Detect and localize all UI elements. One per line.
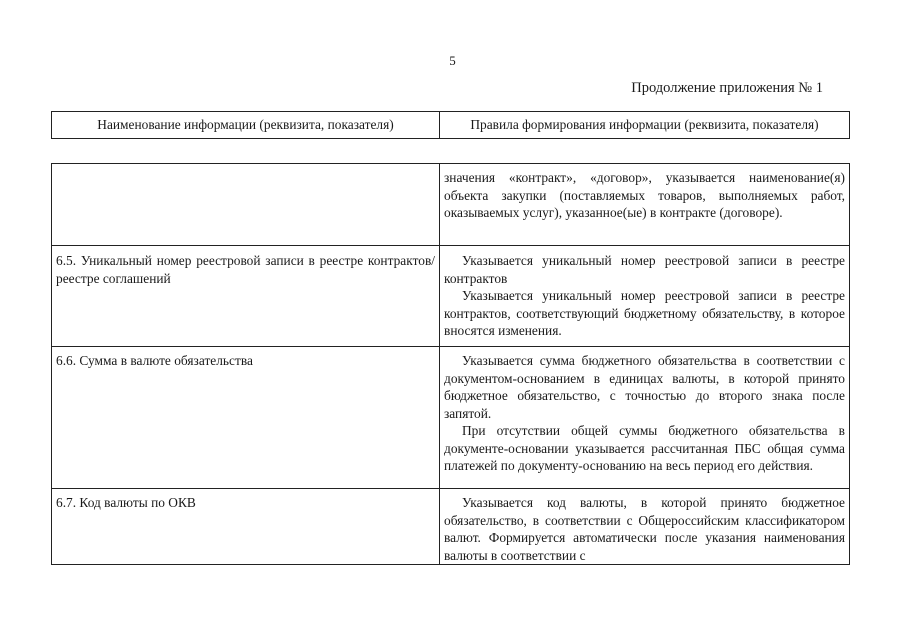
row-rules-cell [440,347,850,489]
row-name-cell: 6.7. Код валюты по ОКВ [52,489,440,565]
header-col-rules: Правила формирования информации (реквизита, показателя) [440,112,850,139]
rule-paragraph: При отсутствии общей суммы бюджетного обязательства в документе-основании указывается рассчитанная ПБС общая сумма платежей по документу-основанию на весь период его действия. [444,423,845,473]
row-name-cell [52,164,440,246]
row-rules-cell [440,164,850,246]
content-table [51,163,850,565]
row-rules-cell [440,489,850,565]
continuation-heading: Продолжение приложения № 1 [631,80,823,96]
rule-paragraph: значения «контракт», «договор», указывается наименование(я) объекта закупки (поставляемых товаров, выполняемых работ, оказываемых услуг), указанное(ые) в контракте (договоре). [444,170,845,220]
table-row [52,489,850,565]
table-row [52,347,850,489]
table-row [52,164,850,246]
row-rules-cell [440,246,850,347]
row-name-cell: 6.6. Сумма в валюте обязательства [52,347,440,489]
rule-paragraph: Указывается код валюты, в которой принято бюджетное обязательство, в соответствии с Общероссийским классификатором валют. Формируется автоматически после указания наименования валюты в соответствии с [444,495,845,563]
header-col-name: Наименование информации (реквизита, показателя) [52,112,440,139]
rule-paragraph: Указывается уникальный номер реестровой записи в реестре контрактов, соответствующий бюджетному обязательству, в которое вносятся изменения. [444,288,845,338]
rule-paragraph: Указывается сумма бюджетного обязательства в соответствии с документом-основанием в единицах валюты, в которой принято бюджетное обязательство, с точностью до второго знака после запятой. [444,353,845,421]
table-row [52,246,850,347]
page-number: 5 [449,53,456,68]
row-name-cell: 6.5. Уникальный номер реестровой записи в реестре контрактов/реестре соглашений [52,246,440,347]
header-row [52,112,850,139]
rule-paragraph: Указывается уникальный номер реестровой записи в реестре контрактов [444,253,845,286]
header-table [51,111,850,139]
